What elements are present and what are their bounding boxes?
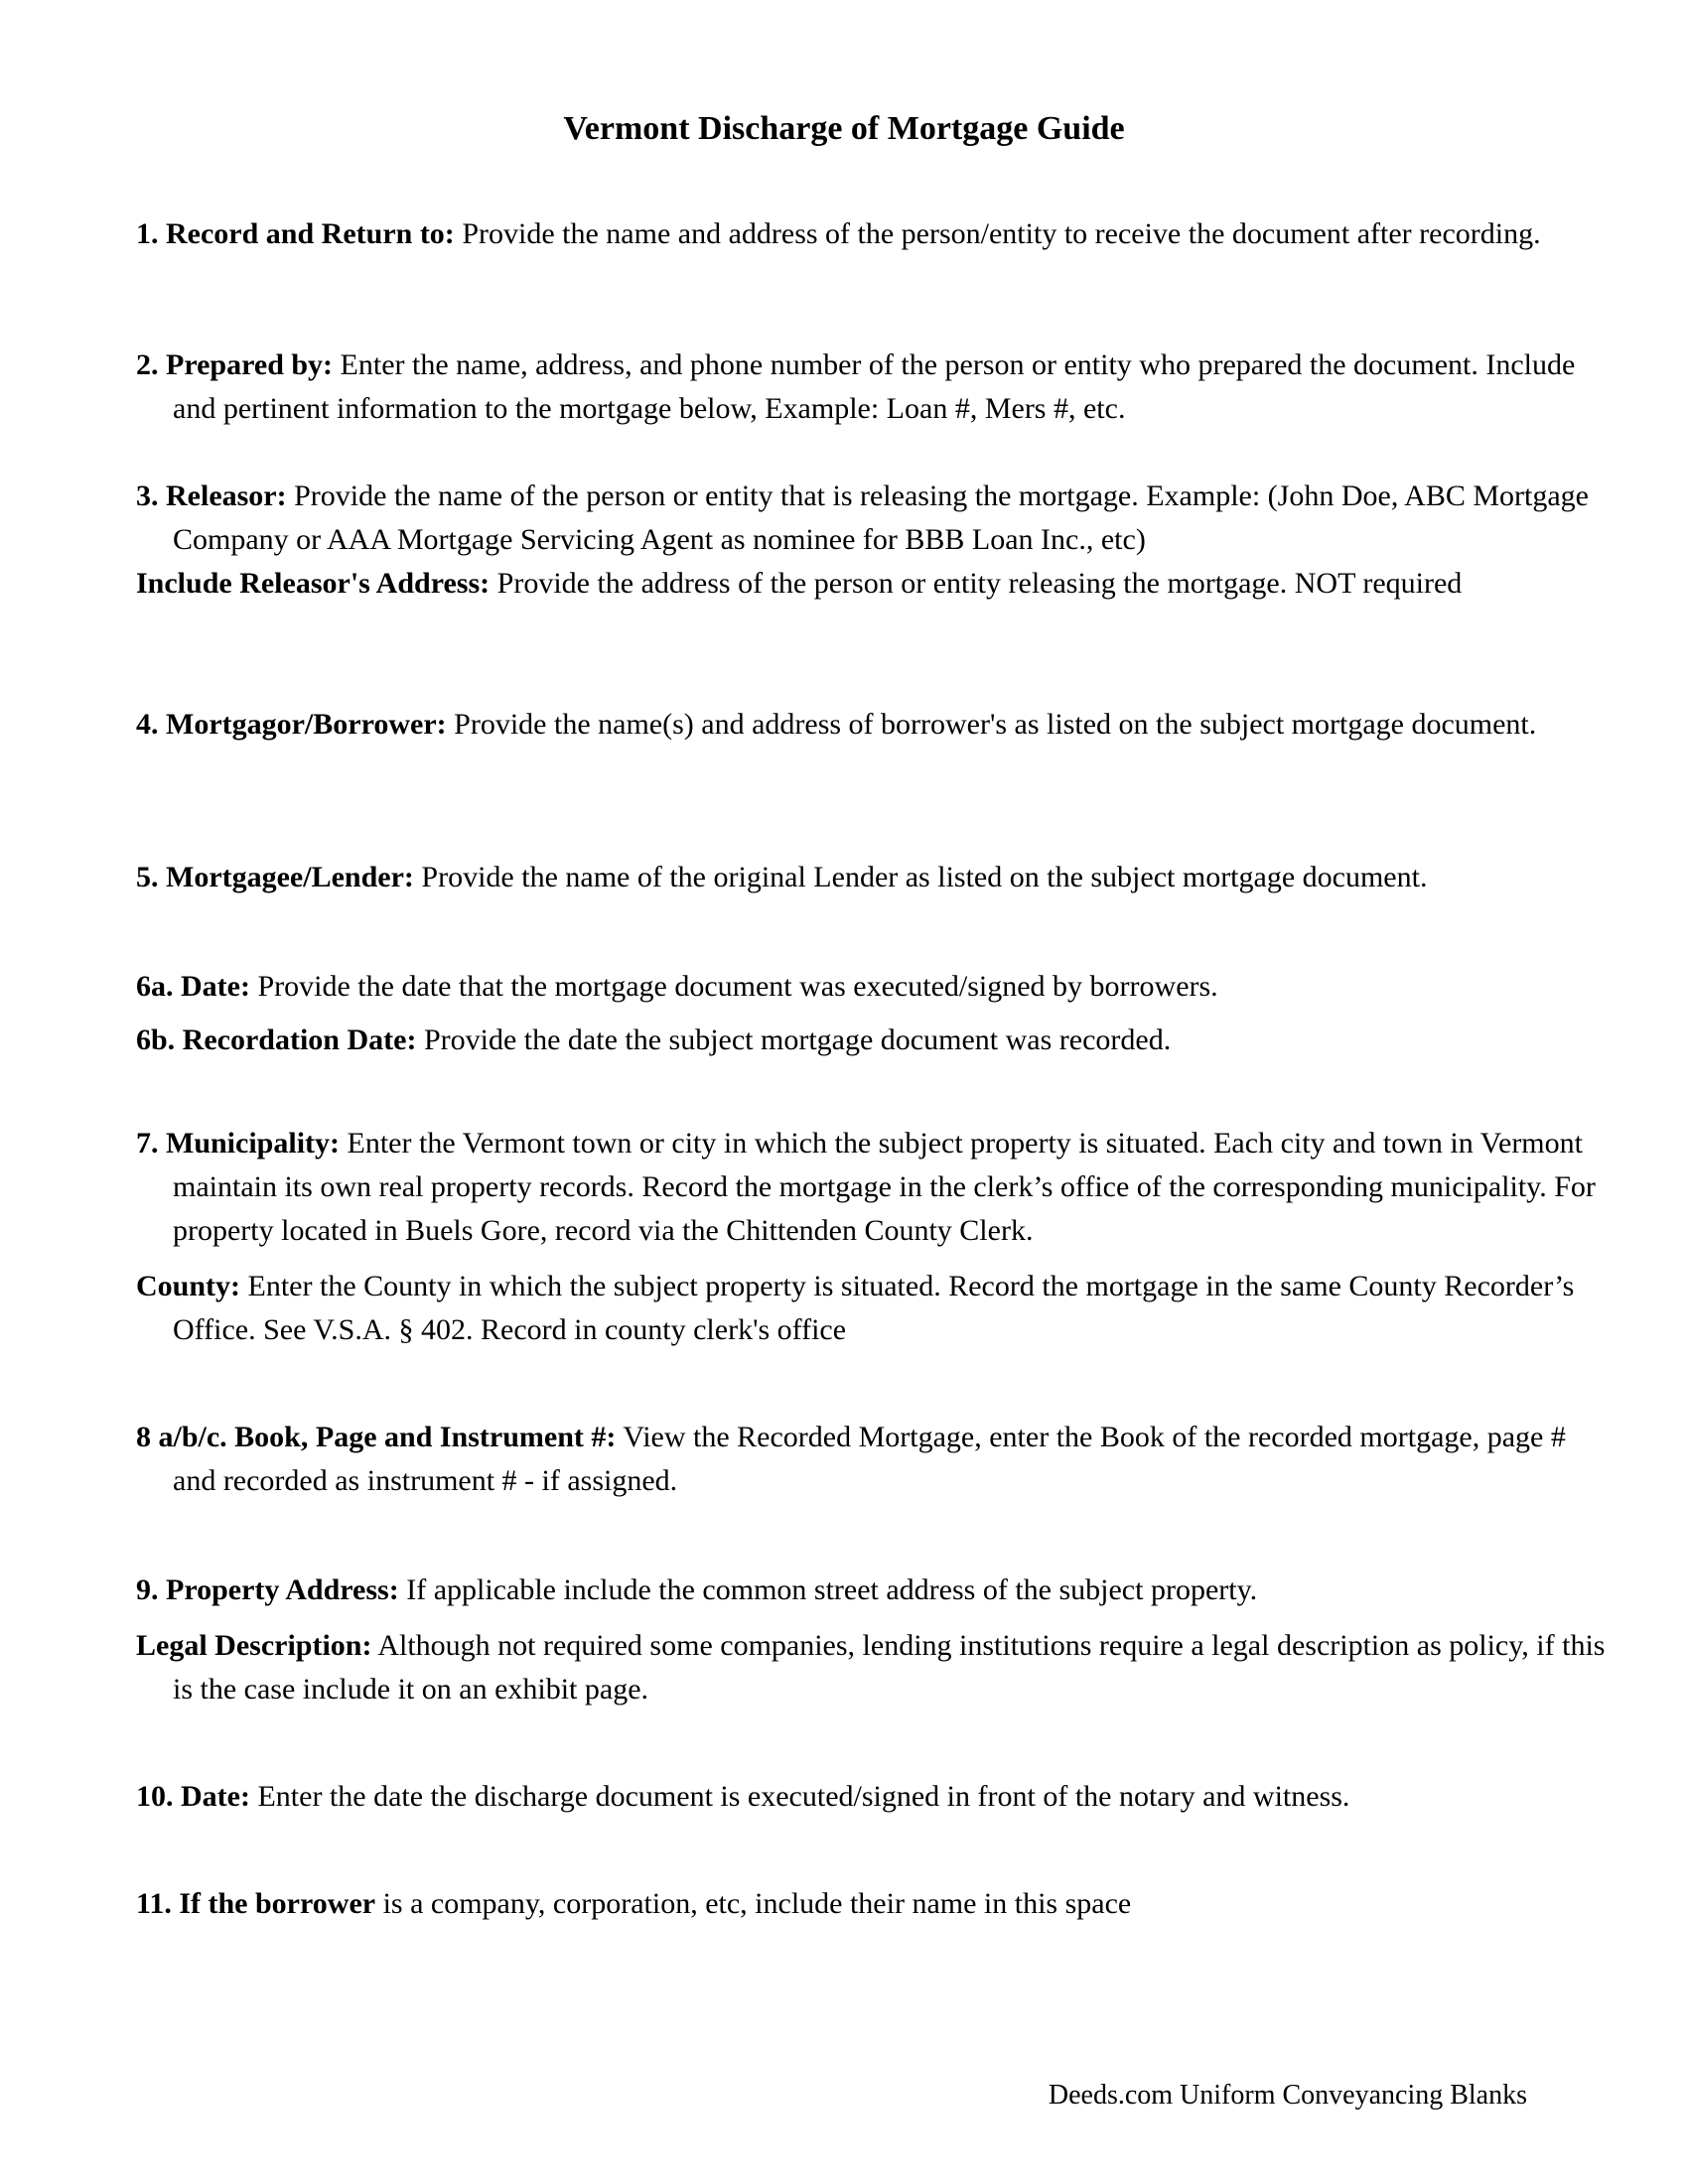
guide-entry-property-address	[136, 1569, 1613, 1612]
entry-text: Enter the date the discharge document is executed/signed in front of the notary and witness.	[249, 1780, 1350, 1813]
entry-text: Provide the date that the mortgage document was executed/signed by borrowers.	[249, 970, 1218, 1003]
entry-text: If applicable include the common street address of the subject property.	[398, 1573, 1258, 1606]
entry-label: 9. Property Address:	[136, 1573, 399, 1606]
entry-text: Although not required some companies, lending institutions require a legal description as policy, if this is the case include it on an exhibit page.	[173, 1629, 1606, 1706]
entry-text: Provide the address of the person or entity releasing the mortgage. NOT required	[490, 567, 1463, 600]
entry-label: 7. Municipality:	[136, 1127, 341, 1160]
entry-label: 10. Date:	[136, 1780, 250, 1813]
entry-label: Legal Description:	[136, 1629, 372, 1662]
entry-label: 6a. Date:	[136, 970, 250, 1003]
entry-label: 2. Prepared by:	[136, 348, 334, 381]
entry-label: 3. Releasor:	[136, 479, 287, 512]
entry-label: 4. Mortgagor/Borrower:	[136, 708, 447, 741]
guide-entry-discharge-date	[136, 1775, 1613, 1819]
entry-text: Provide the name and address of the person/entity to receive the document after recording.	[454, 217, 1541, 250]
guide-entry-mortgagee	[136, 856, 1613, 899]
entry-text: View the Recorded Mortgage, enter the Book of the recorded mortgage, page # and recorded as instrument # - if assigned.	[173, 1421, 1566, 1497]
guide-entry-municipality	[136, 1122, 1613, 1253]
guide-entry-prepared-by	[136, 343, 1613, 431]
entry-label: Include Releasor's Address:	[136, 567, 491, 600]
entry-text: Enter the County in which the subject property is situated. Record the mortgage in the same County Recorder’s Office. See V.S.A. § 402. Record in county clerk's office	[173, 1270, 1575, 1346]
entry-text: Provide the name of the original Lender as listed on the subject mortgage document.	[413, 861, 1428, 893]
entry-text: Provide the name(s) and address of borrower's as listed on the subject mortgage document.	[446, 708, 1537, 741]
guide-entry-legal-description	[136, 1624, 1613, 1711]
entry-label: 6b. Recordation Date:	[136, 1024, 417, 1056]
page-title: Vermont Discharge of Mortgage Guide	[563, 110, 1125, 147]
guide-entry-recordation-date	[136, 1019, 1613, 1062]
entry-text: Provide the name of the person or entity that is releasing the mortgage. Example: (John Doe, ABC Mortgage Company or AAA Mortgage Servicing Agent as nominee for BBB Loan Inc., etc)	[173, 479, 1589, 556]
entry-text: Enter the Vermont town or city in which the subject property is situated. Each city and town in Vermont maintain its own real property records. Record the mortgage in the clerk’s office of the corresponding municipality. For property located in Buels Gore, record via the Chittenden County Clerk.	[173, 1127, 1596, 1247]
entry-label: 5. Mortgagee/Lender:	[136, 861, 414, 893]
guide-entry-record-and-return	[136, 212, 1613, 256]
entry-label: 11. If the borrower	[136, 1887, 376, 1920]
guide-entry-releasor	[136, 475, 1613, 562]
entry-label: 1. Record and Return to:	[136, 217, 455, 250]
entry-text: Enter the name, address, and phone number of the person or entity who prepared the document. Include and pertinent information to the mortgage below, Example: Loan #, Mers #, etc.	[173, 348, 1576, 425]
guide-entry-book-page-instrument	[136, 1416, 1613, 1503]
entry-label: County:	[136, 1270, 241, 1302]
guide-entry-date	[136, 965, 1613, 1009]
guide-entry-releasor-address	[136, 562, 1613, 606]
guide-entry-borrower-company	[136, 1882, 1613, 1926]
entry-text: Provide the date the subject mortgage document was recorded.	[416, 1024, 1172, 1056]
page-footer: Deeds.com Uniform Conveyancing Blanks	[1048, 2080, 1527, 2111]
entry-text: is a company, corporation, etc, include their name in this space	[375, 1887, 1132, 1920]
entry-label: 8 a/b/c. Book, Page and Instrument #:	[136, 1421, 617, 1453]
guide-entry-mortgagor	[136, 703, 1613, 747]
guide-entry-county	[136, 1265, 1613, 1352]
